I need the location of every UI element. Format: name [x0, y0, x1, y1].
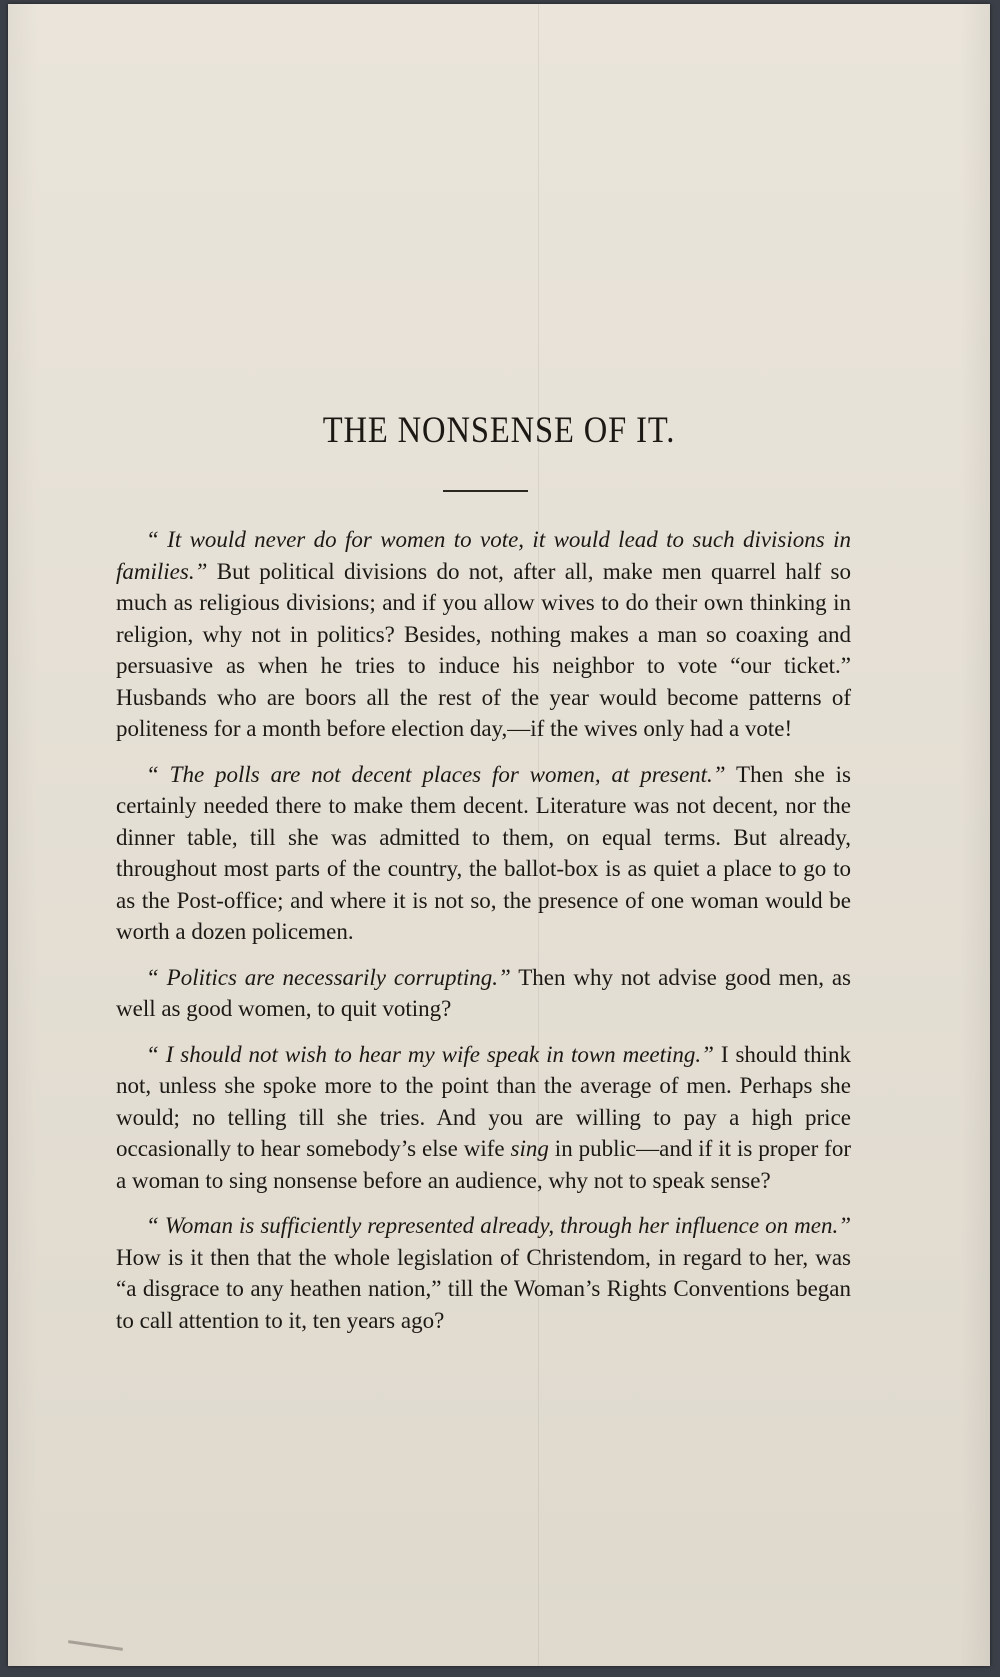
page-title: THE NONSENSE OF IT.	[322, 410, 676, 451]
paragraph-text: Then why not advise good men, as well as good women, to quit voting?	[116, 964, 851, 1021]
paragraph-2	[116, 759, 851, 948]
paragraph-5	[116, 1210, 851, 1336]
title-rule	[443, 490, 528, 492]
paragraph-4	[116, 1039, 851, 1197]
paragraph-text: But political divisions do not, after all, make men quarrel half so much as religious divisions; and if you allow wives to do their own thinking in religion, why not in politics? Besides, nothing makes a man so coaxing and persuasive as when he tries to induce his neighbor to vote “our ticket.” Husbands who are boors all the rest of the year would become patterns of politeness for a month before election day,—if the wives only had a vote!	[116, 558, 851, 741]
paragraph-text: Then she is certainly needed there to make them decent. Literature was not decent, nor the dinner table, till she was admitted to them, on equal terms. But already, throughout most parts of the country, the ballot-box is as quiet a place to go to as the Post-office; and where it is not so, the presence of one woman would be worth a dozen policemen.	[116, 761, 852, 944]
paragraph-1	[116, 524, 851, 745]
quote: “ The polls are not decent places for women, at present.”	[146, 761, 726, 787]
paragraph-3	[116, 962, 851, 1025]
paragraph-text-cont: in public—and if it is proper for a woman to sing nonsense before an audience, why not to speak sense?	[116, 1136, 851, 1193]
paper-sheet	[8, 4, 990, 1666]
quote: “ Woman is sufficiently represented already, through her influence on men.”	[146, 1213, 851, 1238]
quote: “ I should not wish to hear my wife speak in town meeting.”	[146, 1041, 714, 1067]
emphasis: sing	[510, 1136, 549, 1161]
quote: “ Politics are necessarily corrupting.”	[146, 964, 511, 990]
body-text	[116, 524, 851, 1350]
quote: “ It would never do for women to vote, it would lead to such divisions in families.”	[116, 527, 851, 584]
paragraph-text: I should think not, unless she spoke more to the point than the average of men. Perhaps she would; no telling till she tries. And you are willing to pay a high price occasionally to hear somebody’s else wife	[116, 1041, 851, 1161]
paragraph-text: How is it then that the whole legislation of Christendom, in regard to her, was “a disgrace to any heathen nation,” till the Woman’s Rights Conventions began to call attention to it, ten years ago?	[116, 1244, 851, 1333]
ink-smudge	[68, 1640, 123, 1651]
